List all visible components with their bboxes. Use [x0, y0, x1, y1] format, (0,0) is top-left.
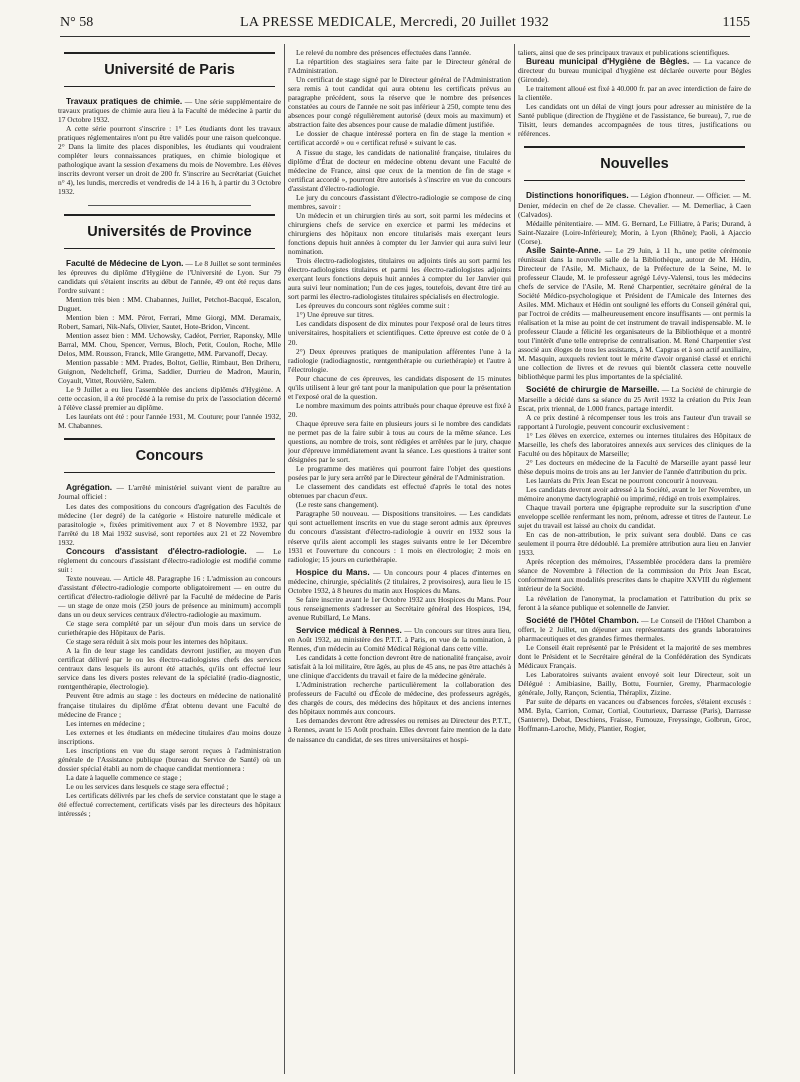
paragraph: — Légion d'honneur. — Officier. — M. Denier, médecin en chef de 2e classe. Chevalier. — M. Demerliac, à Caen (Calvados).	[518, 191, 751, 219]
paragraph: Les lauréats du Prix Jean Escat ne pourront concourir à nouveau.	[526, 475, 718, 485]
paragraph: Peuvent être admis au stage : les docteurs en médecine de nationalité française titulaires du diplôme d'État obtenu devant une Faculté de médecine de France ;	[58, 691, 281, 719]
paragraph: Trois électro-radiologistes, titulaires ou adjoints tirés au sort parmi les électro-radiologistes titulaires et parmi les électro-radiologistes adjoints exerçant leurs fonctions depuis huit années à compter du 1er Janvier qui aura suivi leur nomination; l'un de ces juges, toutefois, devant être tiré au sort parmi les électro-radiologistes titulaires spécialisés en électrologie.	[288, 256, 511, 302]
section-title-nouvelles: Nouvelles	[600, 156, 669, 173]
paragraph: Ce stage sera complété par un séjour d'un mois dans un service de curiethérapie des Hôpitaux de Paris.	[58, 619, 281, 638]
article-heading: Faculté de Médecine de Lyon.	[66, 257, 184, 268]
article-heading: Agrégation.	[66, 482, 113, 493]
section-rule	[64, 86, 275, 87]
paragraph: Les lauréats ont été : pour l'année 1931, M. Couture; pour l'année 1932, M. Chabannes.	[58, 412, 281, 431]
section-title-concours: Concours	[135, 448, 204, 465]
paragraph: Le ou les services dans lesquels ce stage sera effectué ;	[66, 781, 229, 791]
paragraph: Ce stage sera réduit à six mois pour les internes des hôpitaux.	[66, 637, 248, 647]
article-heading: Asile Sainte-Anne.	[526, 244, 601, 255]
paragraph: — Le Conseil de l'Hôtel Chambon a offert, le 2 Juillet, un déjeuner aux représentants des grands laboratoires pharmaceutiques et des grandes firmes thermales.	[518, 615, 751, 643]
paragraph: Les certificats délivrés par les chefs de service constatant que le stage a été effectué correctement, certificats visés par les directeurs des hôpitaux intéressés ;	[58, 791, 281, 819]
paragraph: Les candidats ont un délai de vingt jours pour adresser au ministère de la Santé publique (direction de l'hygiène et de l'assistance, 6e bureau), 7, rue de Tilsitt, leurs demandes accompagnées de tous titres, justifications ou références.	[518, 102, 751, 139]
paragraph: Texte nouveau. — Article 48. Paragraphe 16 : L'admission au concours d'assistant d'électro-radiologie comporte obligatoirement — en outre du certificat d'électro-radiologie délivré par la Faculté de médecine de Paris — un stage de onze mois (250 jours de présence au minimum) accompli dans un ou deux services centraux d'électro-radiologie au maximum.	[58, 573, 281, 620]
paragraph: — Une série supplémentaire de travaux pratiques de chimie aura lieu à la Faculté de médecine à partir du 17 Octobre 1932.	[58, 97, 281, 125]
article-heading: Société de l'Hôtel Chambon.	[526, 614, 639, 625]
article-travaux	[58, 97, 281, 124]
article-chambon	[518, 616, 751, 643]
paragraph: — Un concours sur titres aura lieu, en Août 1932, au ministère des P.T.T. à Paris, en vue de la nomination, à Rennes, d'un médecin au Comité Médical Régional dans cette ville.	[288, 625, 511, 654]
issue-date: Mercredi, 20 Juillet 1932	[400, 15, 550, 30]
paragraph: taliers, ainsi que de ses principaux travaux et publications scientifiques.	[518, 48, 730, 57]
paragraph: Paragraphe 50 nouveau. — Dispositions transitoires. — Les candidats qui sont actuellement inscrits en vue du stage seront admis aux épreuves du concours d'assistant d'électro-radiologie à ouvrir en 1932 sous la réserve qu'ils aient accompli les stages suivants entre le 1er Décembre 1931 et l'ouverture du concours : 1 mois en électrologie; 2 mois en radiologie; 15 jours en curiethérapie.	[288, 509, 511, 564]
article-heading: Concours d'assistant d'électro-radiologie.	[66, 545, 247, 556]
paragraph: En cas de non-attribution, le prix suivant sera doublé. Dans ce cas seulement il pourra être dédoublé. La première attribution aura lieu en Janvier 1933.	[518, 530, 751, 558]
journal-title	[240, 15, 549, 31]
paragraph: Les épreuves du concours sont réglées comme suit :	[296, 301, 450, 311]
article-distinctions	[518, 191, 751, 218]
article-lyon	[58, 259, 281, 295]
section-rule	[64, 472, 275, 473]
paragraph: Chaque travail portera une épigraphe reproduite sur la suscription d'une enveloppe scellée renfermant les nom, prénom, adresse et titres de l'auteur. Le sujet du travail est laissé au choix du candidat.	[518, 503, 751, 531]
paragraph: 2° Les docteurs en médecine de la Faculté de Marseille ayant passé leur thèse depuis moins de trois ans au 1er Janvier de l'année d'attribution du prix.	[518, 457, 751, 476]
section-rule	[64, 214, 275, 216]
section-rule	[524, 180, 745, 181]
paragraph: Mention passable : MM. Prades, Boltot, Gellie, Rimbaut, Ben Driheru, Guignon, Nedeltcheff, Grima, Saddier, Durrieu de Madron, Maurin, Coyault, Vittet, Rouvière, Salem.	[58, 358, 281, 386]
paragraph: Pour chacune de ces épreuves, les candidats disposent de 15 minutes qu'ils utilisent à leur gré tant pour la manipulation que pour la présentation et l'exposé oral de la question.	[288, 373, 511, 401]
paragraph: Mention bien : MM. Pérot, Ferrari, Mme Giorgi, MM. Deramaix, Robert, Samari, Nik-Nafs, Olivier, Sautet, Hote-Bridon, Vincent.	[58, 312, 281, 331]
paragraph: Par suite de départs en vacances ou d'absences forcées, s'étaient excusés : MM. Byla, Carrion, Comar, Cortial, Couturieux, Darrasse (Paris), Darrasse (Santerre), Debat, Deschiens, Fraisse, Fumouze, Freyssinge, Golbrun, Groc, Hoffmann-Laroche, Midy, Plantier, Rogier,	[518, 697, 751, 734]
paragraph: Mention très bien : MM. Chabannes, Juillet, Petchot-Bacqué, Escalon, Duguet.	[58, 294, 281, 313]
paragraph: La répartition des stagiaires sera faite par le Directeur général de l'Administration.	[288, 57, 511, 76]
paragraph: Les Laboratoires suivants avaient envoyé soit leur Directeur, soit un Délégué : Amibiasine, Bailly, Bottu, Fournier, Gremy, Pharmacologie générale, Jolly, Rançon, Scientia, Théraplix, Zizine.	[518, 669, 751, 697]
paragraph: A cette série pourront s'inscrire : 1° Les étudiants dont les travaux pratiques réglementaires n'ont pu être validés pour une raison quelconque. 2° Dans la limite des places disponibles, les étudiants qui voudraient compléter leurs connaissances pratiques, en chimie biologique et pathologique avant la session d'examens du mois de Novembre. Les élèves inscrits devront verser un droit de 200 fr. S'inscrire au Secrétariat (Guichet n° 4), les lundis, mercredis et vendredis de 14 à 16 h, à partir du 3 Octobre 1932.	[58, 124, 281, 197]
paragraph: A l'issue du stage, les candidats de nationalité française, titulaires du diplôme d'État de docteur en médecine obtenu devant une Faculté de médecine de France, ainsi que ceux de la mention de fin de stage « certificat accordé », pourront être autorisés à s'inscrire en vue du concours d'assistant d'électro-radiologie.	[288, 147, 511, 193]
paragraph: (Le reste sans changement).	[296, 500, 379, 510]
paragraph: Le 9 Juillet a eu lieu l'assemblée des anciens diplômés d'Hygiène. A cette occasion, il a été procédé à la remise du prix de l'association décerné à l'élève classé premier au diplôme.	[58, 385, 281, 413]
column-2	[288, 48, 511, 1072]
paragraph: — Le règlement du concours d'assistant d'électro-radiologie est modifié comme suit :	[58, 546, 281, 574]
paragraph: Les candidats à cette fonction devront être de nationalité française, avoir satisfait à la loi militaire, être âgés, au plus de 45 ans, ne pas être attachés à une clinique d'accidents du travail et faire de la médecine générale.	[288, 653, 511, 681]
paragraph: Les externes et les étudiants en médecine titulaires d'au moins douze inscriptions.	[58, 727, 281, 746]
paragraph: Mention assez bien : MM. Uchowsky, Cadéot, Perrier, Raponsky, Mlle Barral, MM. Chou, Spencer, Vernus, Bloch, Petit, Coulon, Roche, Mlle Delos, MM. Rousson, Franck, Mlle Grangette, MM. Parvanoff, Decay.	[58, 330, 281, 358]
paragraph: Le traitement alloué est fixé à 40.000 fr. par an avec interdiction de faire de la clientèle.	[518, 84, 751, 103]
paragraph: Les candidats disposent de dix minutes pour l'exposé oral de leurs titres universitaires, hospitaliers et scientifiques. Cette épreuve est cotée de 0 à 20.	[288, 319, 511, 347]
article-heading: Travaux pratiques de chimie.	[66, 96, 183, 106]
paragraph: Les internes en médecine ;	[66, 718, 145, 728]
article-hospice-mans	[288, 568, 511, 595]
paragraph: Médaille pénitentiaire. — MM. G. Bernard, Le Filliatre, à Paris; Durand, à Saint-Nazaire (Loire-Inférieure); Morin, à Lyon (Rhône); Paoli, à Ajaccio (Corse).	[518, 218, 751, 246]
paragraph: La date à laquelle commence ce stage ;	[66, 772, 182, 782]
paragraph: Le classement des candidats est effectué d'après le total des notes obtenues par chacun d'eux.	[288, 482, 511, 501]
article-heading: Bureau municipal d'Hygiène de Bègles.	[526, 56, 690, 67]
section-rule	[524, 146, 745, 148]
journal-name: LA PRESSE MEDICALE,	[240, 15, 397, 30]
paragraph: Les inscriptions en vue du stage seront reçues à l'administration générale de l'Assistance publique (bureau du Service de Santé) où un dossier spécial établi au nom de chaque candidat mentionnera :	[58, 745, 281, 773]
paragraph: — La vacance de directeur du bureau municipal d'hygiène est déclarée ouverte pour Bègles (Gironde).	[518, 57, 751, 85]
paragraph: Un médecin et un chirurgien tirés au sort, soit parmi les médecins et chirurgiens chefs de service en exercice et parmi les médecins et chirurgiens des hôpitaux non encore titularisés mais exerçant leurs fonctions depuis huit années à compter du 1er Janvier qui aura suivi leur nomination.	[288, 210, 511, 257]
paragraph: L'Administration recherche particulièrement la collaboration des professeurs de Faculté ou d'École de médecine, des professeurs agrégés, des chargés de cours, des médecins des hôpitaux et des anciens internes des hôpitaux nommés aux concours.	[288, 680, 511, 717]
article-rennes	[288, 626, 511, 653]
article-heading: Société de chirurgie de Marseille.	[526, 384, 660, 395]
paragraph: A ce prix destiné à récompenser tous les trois ans l'auteur d'un travail se rapportant à l'urologie, peuvent concourir exclusivement :	[518, 412, 751, 431]
paragraph: A la fin de leur stage les candidats devront justifier, au moyen d'un certificat délivré par le ou les électro-radiologistes chefs des services centraux dans lesquels ils auront été attachés, qu'ils ont effectué leur service dans les divers postes relevant de la spécialité (radio-diagnostic, rœntgenthérapie, électrologie).	[58, 646, 281, 692]
column-1	[58, 48, 281, 1072]
paragraph: — L'arrêté ministériel suivant vient de paraître au Journal officiel :	[58, 483, 281, 502]
section-rule	[64, 438, 275, 440]
article-asile	[518, 246, 751, 382]
paragraph: Le relevé du nombre des présences effectuées dans l'année.	[296, 48, 471, 57]
column-divider	[284, 44, 285, 1074]
column-3	[518, 48, 751, 1072]
paragraph: — Le 8 Juillet se sont terminées les épreuves du diplôme d'Hygiène de l'Université de Lyon. Sur 79 candidats qui s'étaient inscrits au début de l'année, 49 ont été reçus dans l'ordre suivant :	[58, 258, 281, 295]
paragraph: Le Conseil était représenté par le Président et la majorité de ses membres dont le Président et le Secrétaire général de la Confédération des Syndicats Médicaux Français.	[518, 642, 751, 670]
article-electro	[58, 547, 281, 574]
paragraph: 1°) Une épreuve sur titres.	[296, 310, 374, 320]
section-rule	[64, 52, 275, 54]
paragraph: Un certificat de stage signé par le Directeur général de l'Administration sera remis à tout candidat qui aura obtenu les certificats prévus au paragraphe précédent, sous la réserve que le nombre des présences constatées au cours de l'année ne soit pas inférieur à 250, compte tenu des absences pour congé régulièrement autorisé (deux mois au maximum) et abstraction faite des absences pour cause de maladie dûment justifiée.	[288, 75, 511, 130]
section-title-paris: Université de Paris	[104, 62, 235, 78]
issue-number: N° 58	[60, 15, 94, 30]
article-marseille	[518, 385, 751, 412]
paragraph: 1° Les élèves en exercice, externes ou internes titulaires des Hôpitaux de Marseille, les chefs des laboratoires annexés aux services des cliniques de la Faculté ou des hôpitaux de Marseille;	[518, 430, 751, 458]
paragraph: Les dates des compositions du concours d'agrégation des Facultés de médecine (1er degré) de la catégorie « Histoire naturelle médicale et parasitologie », fixées primitivement aux 7 et 8 Novembre 1932, par l'arrêté du 18 Mai 1932 susvisé, sont reportées aux 21 et 22 Novembre 1932.	[58, 501, 281, 547]
article-begles	[518, 57, 751, 84]
header-rule	[60, 36, 750, 37]
article-agregation	[58, 483, 281, 501]
article-heading: Service médical à Rennes.	[296, 624, 402, 635]
article-heading: Distinctions honorifiques.	[526, 190, 629, 201]
paragraph: La révélation de l'anonymat, la proclamation et l'attribution du prix se feront à la séance publique et solennelle de Janvier.	[518, 593, 751, 612]
paragraph: Les demandes devront être adressées ou remises au Directeur des P.T.T., à Rennes, avant le 15 Août prochain. Elles devront faire mention de la date de naissance du candidat, de ses titres universitaires et hospi-	[288, 716, 511, 744]
paragraph: Après réception des mémoires, l'Assemblée procédera dans la première séance de Novembre à l'élection de la commission du Prix Jean Escat, conformément aux modalités prescrites dans le chapitre XXVIII du règlement intérieur de la Société.	[518, 557, 751, 594]
page-header	[60, 15, 750, 37]
paragraph: Le jury du concours d'assistant d'électro-radiologie se compose de cinq membres, savoir :	[288, 192, 511, 211]
page-number: 1155	[722, 15, 750, 30]
article-heading: Hospice du Mans.	[296, 566, 370, 577]
paragraph: Le programme des matières qui pourront faire l'objet des questions posées par le jury sera arrêté par le Directeur général de l'Administration.	[288, 464, 511, 483]
paragraph: Le dossier de chaque intéressé portera en fin de stage la mention « certificat accordé » ou « certificat refusé » suivant le cas.	[288, 129, 511, 148]
paragraph: — La Société de chirurgie de Marseille a décidé dans sa séance du 25 Avril 1932 la création du Prix Jean Escat, prix triennal, de 1.000 francs, partage interdit.	[518, 385, 751, 413]
section-rule	[64, 248, 275, 249]
paragraph: — Le 29 Juin, à 11 h., une petite cérémonie réunissait dans la nouvelle salle de la Bibliothèque, autour de M. Hédin, Directeur de l'Asile, M. Michaux, de la Préfecture de la Seine, M. le professeur Claude, M. le professeur agrégé Lévy-Valensi, tous les médecins chefs de service de l'Asile, M. René Charpentier, secrétaire général de la Société Médico-psychologique et Président de l'Amicale des Internes des Asiles. MM. Michaux et Hédin ont souligné les efforts du Conseil général qui, par l'octroi de crédits — malheureusement encore insuffisants — ont permis la réalisation et la mise au point de cet instrument de travail indispensable. M. le professeur Claude a félicité les organisateurs de la Bibliothèque et a montré tout l'intérêt d'une telle entreprise de centralisation. M. René Charpentier s'est associé aux éloges de tous les assistants, à M. Capgras et à son actif auxiliaire, M. Masquin, auxquels revient tout le mérite d'avoir organisé classé et enrichi une collection de livres et de revues qui bientôt classera cette nouvelle bibliothèque parmi les plus importantes de la spécialité.	[518, 245, 751, 382]
paragraph: Les candidats devront avoir adressé à la Société, avant le 1er Novembre, un mémoire anonyme dactylographié ou imprimé, rédigé en trois exemplaires.	[518, 484, 751, 504]
separator	[88, 205, 251, 206]
column-divider	[514, 44, 515, 1074]
paragraph: — Un concours pour 4 places d'internes en médecine, chirurgie, spécialités (2 titulaires, 2 provisoires), aura lieu le 15 Octobre 1932, à 8 heures du matin aux Hospices du Mans.	[288, 567, 511, 595]
paragraph: Chaque épreuve sera faite en plusieurs jours si le nombre des candidats ne permet pas de la faire subir à tous au cours de la même séance. Les questions, au nombre de trois, sont rédigées et arrêtées par le jury, chaque jour d'épreuve immédiatement avant la séance. Les questions à traiter sont désignées par le sort.	[288, 418, 511, 465]
paragraph: Le nombre maximum des points attribués pour chaque épreuve est fixé à 20.	[288, 400, 511, 419]
paragraph: 2°) Deux épreuves pratiques de manipulation afférentes l'une à la radiologie (radiodiagnostic, rœntgenthérapie ou curiethérapie) et l'autre à l'électrologie.	[288, 346, 511, 374]
section-title-province: Universités de Province	[87, 223, 252, 240]
paragraph: Se faire inscrire avant le 1er Octobre 1932 aux Hospices du Mans. Pour tous renseignements s'adresser au Secrétaire général des Hospices, 194, avenue Rubillard, Le Mans.	[288, 594, 511, 622]
